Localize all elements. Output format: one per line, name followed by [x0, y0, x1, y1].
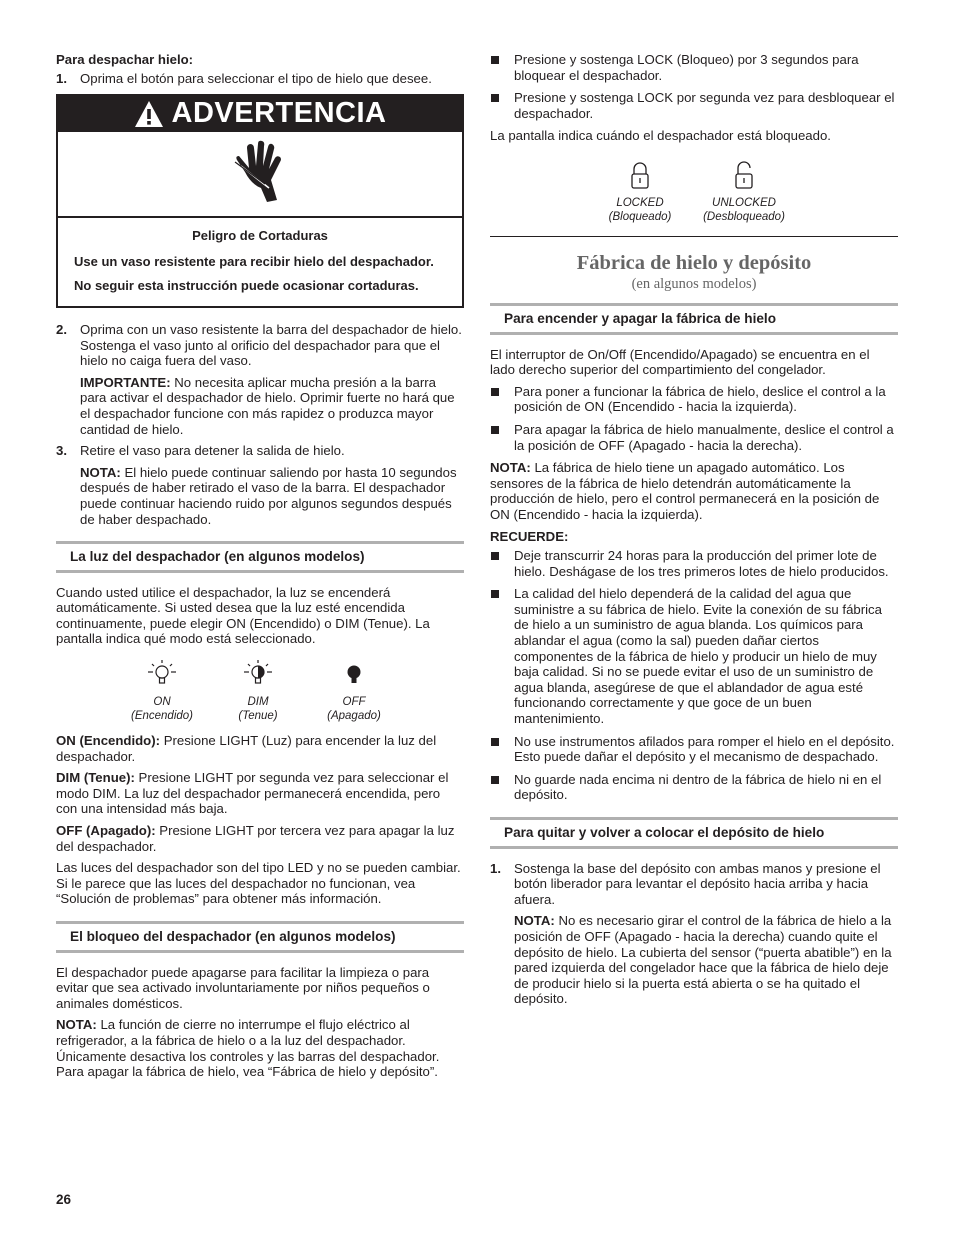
warning-text — [58, 218, 462, 306]
lock-note-text: La función de cierre no interrumpe el flujo eléctrico al refrigerador, a la fábrica de hielo o a la luz del despachador. Únicamente desactiva los controles y las barras del despachador. Para apagar la fábrica de hielo, vea “Fábrica de hielo y depósito”. — [56, 1017, 440, 1080]
right-column — [490, 52, 898, 1013]
onoff-intro: El interruptor de On/Off (Encendido/Apagado) se encuentra en el lado derecho superior del compartimiento del congelador. — [490, 346, 870, 378]
note-label: NOTA: — [80, 464, 121, 480]
warning-title: ADVERTENCIA — [171, 97, 387, 130]
locked-icon — [629, 160, 651, 190]
warning-line-2: No seguir esta instrucción puede ocasionar cortaduras. — [74, 278, 419, 294]
dispense-step-3 — [56, 443, 464, 527]
step-text: Oprima con un vaso resistente la barra del despachador de hielo. Sostenga el vaso junto al orificio del despachador para que el hielo no caiga fuera del vaso. — [80, 321, 462, 369]
step-number: 1. — [490, 860, 501, 876]
dim-text: Presione LIGHT por segunda vez para seleccionar el modo DIM. La luz del despachador permanecerá encendida, pero con una intensidad más baja. — [56, 770, 449, 817]
locked-item: LOCKED (Bloqueado) — [596, 160, 684, 224]
section-heading-bin: Para quitar y volver a colocar el depósito de hielo — [490, 817, 898, 849]
warning-box — [56, 94, 464, 308]
lock-note-label: NOTA: — [56, 1017, 97, 1033]
remember-label: RECUERDE: — [490, 528, 569, 544]
lock-bullet: Presione y sostenga LOCK por segunda vez para desbloquear el despachador. — [490, 90, 898, 121]
ice-section-title — [490, 251, 898, 293]
led-text: Las luces del despachador son del tipo LED y no se pueden cambiar. Si le parece que las luces del despachador no funcionan, vea “Solución de problemas” para obtener más información. — [56, 860, 461, 907]
page-number: 26 — [56, 1192, 72, 1207]
light-off-item: OFF (Apagado) — [318, 659, 390, 723]
important-label: IMPORTANTE: — [80, 374, 171, 390]
warning-line-1: Use un vaso resistente para recibir hielo del despachador. — [74, 253, 434, 269]
section-heading-lock: El bloqueo del despachador (en algunos modelos) — [56, 921, 464, 953]
light-off-icon — [338, 659, 370, 689]
dim-label: DIM (Tenue): — [56, 770, 135, 786]
remember-bullet: La calidad del hielo dependerá de la calidad del agua que suministre a su fábrica de hielo. Evite la conexión de su fábrica de hielo a un suministro de agua blanda. Los químicos para ablandar el agua (como la sal) pueden dañar ciertos componentes de la fábrica de hielo y producir un hielo de muy baja calidad. Si no se puede evitar el uso de un suministro de agua blanda, asegúrese de que el ablandador de agua esté funcionando correctamente y que goce de un buen mantenimiento. — [490, 586, 898, 726]
bin-note-label: NOTA: — [514, 913, 555, 929]
lock-display-text: La pantalla indica cuándo el despachador está bloqueado. — [490, 128, 831, 144]
step-number: 3. — [56, 443, 67, 459]
section-heading-onoff: Para encender y apagar la fábrica de hielo — [490, 303, 898, 335]
onoff-bullet: Para poner a funcionar la fábrica de hielo, deslice el control a la posición de ON (Encendido - hacia la izquierda). — [490, 384, 898, 415]
step-text: Oprima el botón para seleccionar el tipo de hielo que desee. — [80, 70, 432, 86]
warning-triangle-icon — [134, 100, 164, 128]
bin-note-text: No es necesario girar el control de la fábrica de hielo a la posición de OFF (Apagado - hacia la derecha) cuando quite el depósito de hielo. La cubierta del sensor (“puerta abatible”) en la pared izquierda del congelador hace que la fábrica de hielo deje de producir hielo si la puerta está abierta o se ha quitado el depósito. — [514, 913, 892, 1007]
section-heading-light: La luz del despachador (en algunos modelos) — [56, 541, 464, 573]
dispense-step-2 — [56, 322, 464, 437]
dispense-heading: Para despachar hielo: — [56, 52, 194, 67]
remember-bullet: Deje transcurrir 24 horas para la producción del primer lote de hielo. Deshágase de los tres primeros lotes de hielo producidos. — [490, 548, 898, 579]
unlocked-item: UNLOCKED (Desbloqueado) — [684, 160, 804, 224]
warning-hazard: Peligro de Cortaduras — [192, 228, 328, 244]
left-column — [56, 52, 464, 1086]
off-text: Presione LIGHT por tercera vez para apagar la luz del despachador. — [56, 823, 455, 854]
lock-intro: El despachador puede apagarse para facilitar la limpieza o para evitar que sea activado involuntariamente por niños pequeños o animales domésticos. — [56, 964, 430, 1011]
warning-header — [58, 96, 462, 132]
hand-cut-icon — [225, 138, 295, 210]
important-text: No necesita aplicar mucha presión a la barra para activar el despachador de hielo. Oprimir fuerte no hará que el despachador funcione con más rapidez o produzca mayor cantidad de hielo. — [80, 374, 455, 437]
step-text: Sostenga la base del depósito con ambas manos y presione el botón liberador para levantar el depósito hacia arriba y hacia afuera. — [514, 860, 881, 907]
light-icons-row — [126, 659, 464, 723]
lock-bullet: Presione y sostenga LOCK (Bloqueo) por 3 segundos para bloquear el despachador. — [490, 52, 898, 83]
note-text: El hielo puede continuar saliendo por hasta 10 segundos después de haber retirado el vaso de la barra. El despachador puede continuar haciendo ruido por algunos segundos después de haber despachado. — [80, 464, 457, 527]
onoff-note-label: NOTA: — [490, 460, 531, 476]
light-intro: Cuando usted utilice el despachador, la luz se encenderá automáticamente. Si usted desea que la luz esté encendida continuamente, puede elegir ON (Encendido) o DIM (Tenue). La pantalla indica qué modo está seleccionado. — [56, 584, 430, 647]
bin-step-1 — [490, 861, 898, 1007]
dispense-step-1 — [56, 71, 464, 87]
light-on-item: ON (Encendido) — [126, 659, 198, 723]
ice-title: Fábrica de hielo y depósito — [576, 251, 812, 274]
step-number: 1. — [56, 70, 67, 86]
light-dim-icon — [242, 659, 274, 689]
section-divider — [490, 236, 898, 237]
light-on-icon — [146, 659, 178, 689]
step-number: 2. — [56, 321, 67, 337]
step-text: Retire el vaso para detener la salida de hielo. — [80, 443, 345, 459]
off-label: OFF (Apagado): — [56, 823, 156, 839]
on-label: ON (Encendido): — [56, 733, 161, 749]
light-dim-item: DIM (Tenue) — [198, 659, 318, 723]
on-text: Presione LIGHT (Luz) para encender la luz del despachador. — [56, 733, 437, 764]
unlocked-icon — [733, 160, 755, 190]
onoff-bullet: Para apagar la fábrica de hielo manualmente, deslice el control a la posición de OFF (Apagado - hacia la derecha). — [490, 422, 898, 453]
lock-icons-row — [596, 160, 898, 224]
remember-bullet: No use instrumentos afilados para romper el hielo en el depósito. Esto puede dañar el depósito y el mecanismo de despachado. — [490, 734, 898, 765]
warning-pictogram — [58, 132, 462, 218]
remember-bullet: No guarde nada encima ni dentro de la fábrica de hielo ni en el depósito. — [490, 772, 898, 803]
ice-subtitle: (en algunos modelos) — [631, 275, 757, 292]
onoff-note-text: La fábrica de hielo tiene un apagado automático. Los sensores de la fábrica de hielo detendrán automáticamente la producción de hielo, pero el control permanecerá en la posición de ON (Encendido - hacia la izquierda). — [490, 460, 880, 522]
